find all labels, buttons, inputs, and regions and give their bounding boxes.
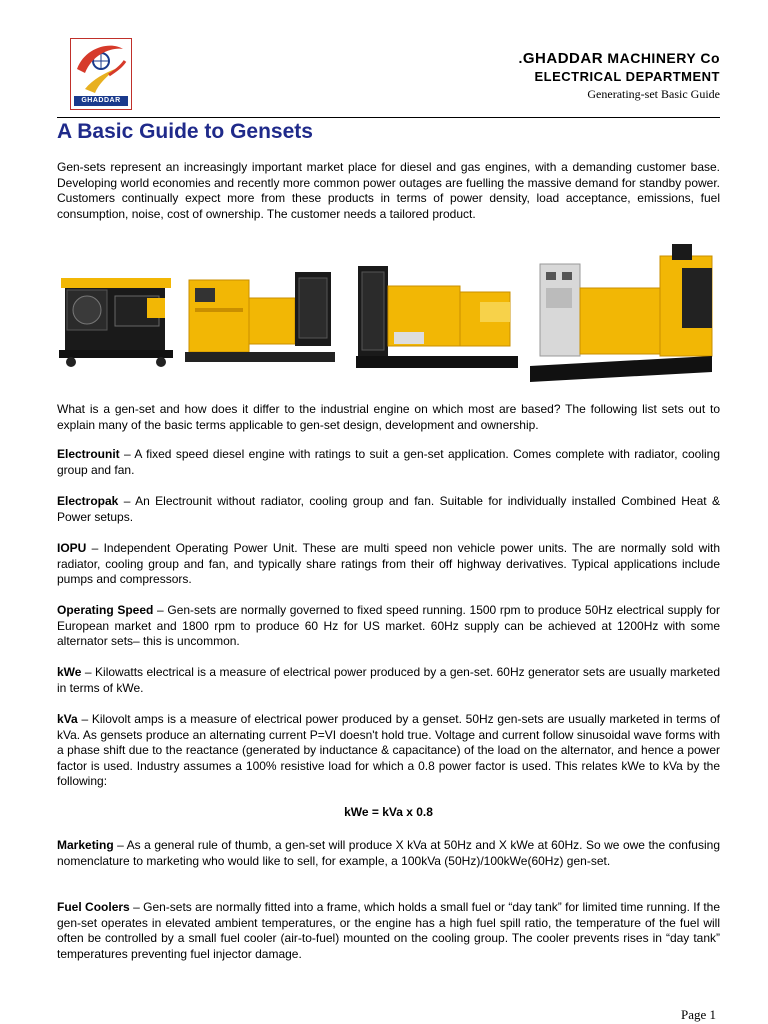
term-label: Operating Speed [57, 603, 154, 617]
term-text: – Independent Operating Power Unit. These are multi speed non vehicle power units. The are normally sold with radiator, cooling group and fan, and typically share ratings from their off highway derivatives. Typical applications include pumps and compressors. [57, 541, 720, 586]
company-name-main: GHADDAR [522, 50, 604, 67]
question-paragraph: What is a gen-set and how does it differ to the industrial engine on which most are based? The following list sets out to explain many of the basic terms applicable to gen-set design, development and ownership. [57, 402, 720, 432]
term-label: kVa [57, 712, 78, 726]
company-name-rest: MACHINERY Co [603, 50, 720, 66]
definition-kwe [57, 665, 720, 696]
definition-electrounit [57, 447, 720, 478]
term-label: kWe [57, 665, 82, 679]
definition-marketing [57, 838, 720, 869]
header-rule [57, 117, 720, 118]
page-number: Page 1 [680, 1007, 716, 1022]
definition-kva [57, 712, 720, 790]
genset-photo-3 [354, 262, 520, 372]
company-name [518, 50, 720, 67]
page-title: A Basic Guide to Gensets [57, 120, 313, 143]
department: ELECTRICAL DEPARTMENT [534, 69, 720, 84]
company-logo [70, 38, 132, 110]
company-prefix: . [518, 50, 523, 66]
logo-text: GHADDAR [74, 96, 128, 106]
genset-photo-1 [57, 268, 175, 368]
term-label: IOPU [57, 541, 87, 555]
term-text: – As a general rule of thumb, a gen-set will produce X kVa at 50Hz and X kWe at 60Hz. So we owe the confusing nomenclature to marketing who would like to sell, for example, a 100kVa (50Hz)/100kWe(60Hz) gen-set. [57, 838, 720, 868]
definition-electropak [57, 494, 720, 525]
globe-logo-icon [71, 39, 131, 97]
term-label: Electrounit [57, 447, 120, 461]
term-text: – Kilowatts electrical is a measure of electrical power produced by a gen-set. 60Hz generator sets are usually marketed in terms of kWe. [57, 665, 720, 695]
definition-iopu [57, 541, 720, 588]
definition-fuel-coolers [57, 900, 720, 962]
term-label: Marketing [57, 838, 114, 852]
term-label: Fuel Coolers [57, 900, 130, 914]
genset-photo-4 [522, 238, 720, 386]
company-block [518, 50, 720, 102]
kwe-formula: kWe = kVa x 0.8 [344, 805, 433, 819]
term-text: – Gen-sets are normally fitted into a frame, which holds a small fuel or “day tank” for limited time running. If the gen-set operates in elevated ambient temperatures, or the engine has a high fuel spill ratio, the temperature of the fuel will often be controlled by a small fuel cooler (air-to-fuel) mounted on the cooling group. The cooler prevents rises in “day tank” temperatures preventing fuel injector damage. [57, 900, 720, 961]
term-label: Electropak [57, 494, 119, 508]
term-text: – An Electrounit without radiator, cooling group and fan. Suitable for individually installed Combined Heat & Power setups. [57, 494, 720, 524]
term-text: – Gen-sets are normally governed to fixed speed running. 1500 rpm to produce 50Hz electrical supply for European market and 1800 rpm to produce 60 Hz for US market. 60Hz supply can be achieved at 1200Hz with some alternator sets– this is uncommon. [57, 603, 720, 648]
term-text: – Kilovolt amps is a measure of electrical power produced by a genset. 50Hz gen-sets are usually marketed in terms of kVa. As gensets produce an alternating current P=VI doesn't hold true. Voltage and current follow sinusoidal wave forms with a phase shift due to the reactance (generated by inductance & capacitance) of the load on the alternator, and hence a power factor is used. Industry assumes a 100% resistive load for which a 0.8 power factor is used. This relates kWe to kVa by the following: [57, 712, 720, 788]
document-subtitle: Generating-set Basic Guide [587, 87, 720, 101]
definition-operating-speed [57, 603, 720, 650]
genset-photo-2 [185, 268, 335, 368]
term-text: – A fixed speed diesel engine with ratings to suit a gen-set application. Comes complete with radiator, cooling group and fan. [57, 447, 720, 477]
intro-paragraph: Gen-sets represent an increasingly important market place for diesel and gas engines, with a demanding customer base. Developing world economies and recently more common power outages are fuelling the massive demand for standby power. Customers continually expect more from these products in terms of power density, load acceptance, emissions, fuel consumption, noise, cost of ownership. The customer needs a tailored product. [57, 160, 720, 221]
